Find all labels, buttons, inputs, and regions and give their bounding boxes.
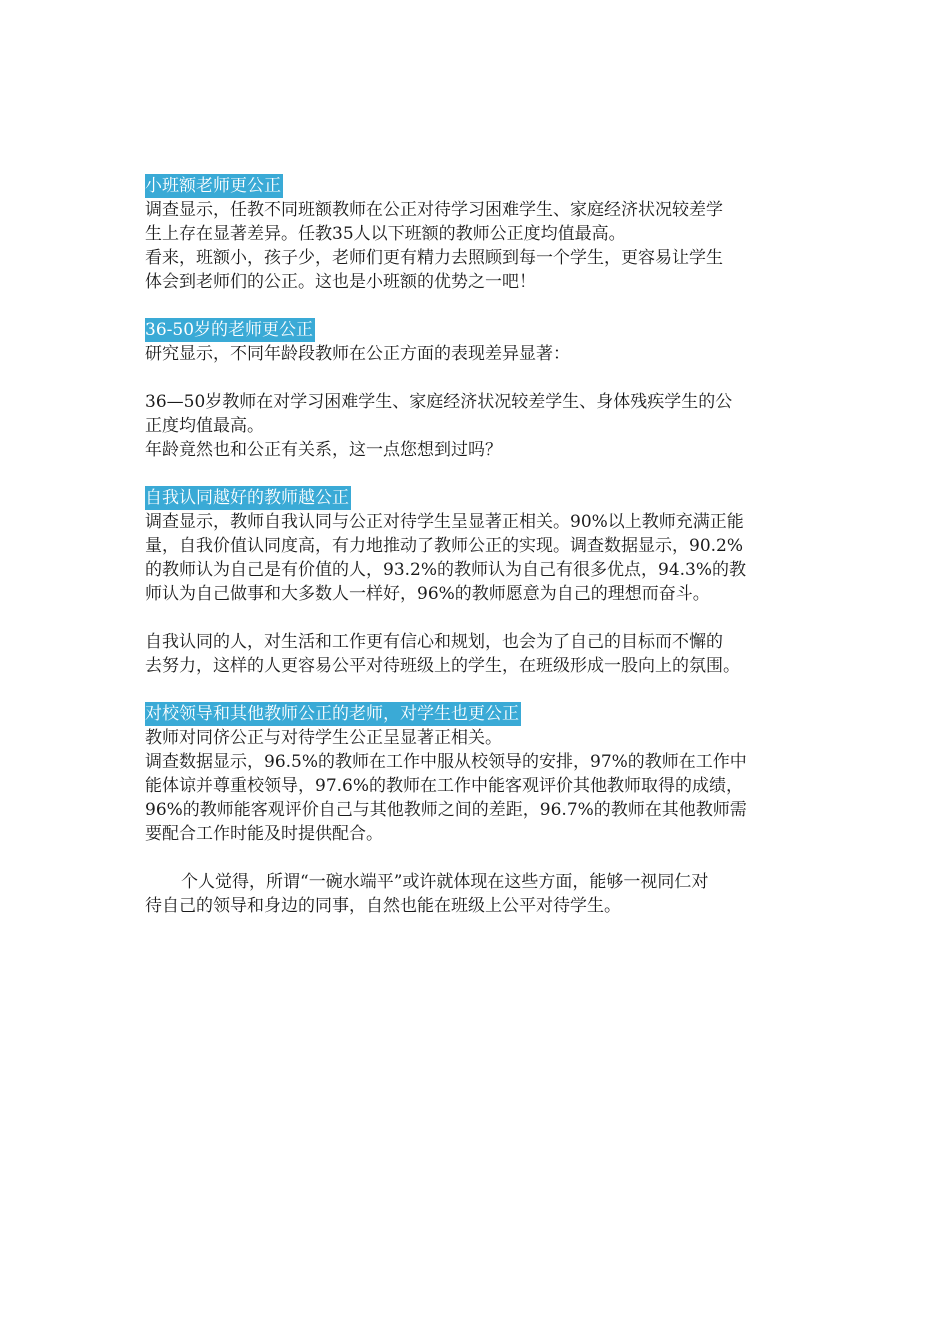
paragraph-line: 年龄竟然也和公正有关系，这一点您想到过吗？: [145, 440, 502, 460]
paragraph-line: 个人觉得，所谓“一碗水端平”或许就体现在这些方面，能够一视同仁对: [181, 872, 709, 892]
paragraph-line: 能体谅并尊重校领导，97.6%的教师在工作中能客观评价其他教师取得的成绩，: [145, 776, 744, 796]
spacer: [145, 846, 810, 870]
paragraph-line: 96%的教师能客观评价自己与其他教师之间的差距，96.7%的教师在其他教师需: [145, 800, 747, 820]
paragraph-line: 要配合工作时能及时提供配合。: [145, 824, 383, 844]
spacer: [145, 678, 810, 702]
paragraph-line: 量，自我价值认同度高，有力地推动了教师公正的实现。调查数据显示，90.2%: [145, 536, 744, 556]
paragraph-line: 调查显示，任教不同班额教师在公正对待学习困难学生、家庭经济状况较差学: [145, 200, 723, 220]
paragraph-line: 师认为自己做事和大多数人一样好，96%的教师愿意为自己的理想而奋斗。: [145, 584, 710, 604]
spacer: [145, 462, 810, 486]
section-heading: 对校领导和其他教师公正的老师，对学生也更公正: [145, 704, 519, 724]
paragraph-line: 教师对同侪公正与对待学生公正呈显著正相关。: [145, 728, 502, 748]
paragraph-line: 调查显示，教师自我认同与公正对待学生呈显著正相关。90%以上教师充满正能: [145, 512, 744, 532]
section-heading: 36-50岁的老师更公正: [145, 320, 314, 340]
paragraph-line: 体会到老师们的公正。这也是小班额的优势之一吧！: [145, 272, 536, 292]
paragraph-line: 正度均值最高。: [145, 416, 264, 436]
section-heading: 小班额老师更公正: [145, 176, 281, 196]
spacer: [145, 294, 810, 318]
paragraph-line: 生上存在显著差异。任教35人以下班额的教师公正度均值最高。: [145, 224, 626, 244]
paragraph-line: 研究显示，不同年龄段教师在公正方面的表现差异显著：: [145, 344, 570, 364]
section-self-identity: [145, 486, 810, 678]
section-age: [145, 318, 810, 462]
paragraph-line: 36—50岁教师在对学习困难学生、家庭经济状况较差学生、身体残疾学生的公: [145, 392, 733, 412]
section-heading: 自我认同越好的教师越公正: [145, 488, 349, 508]
spacer: [145, 366, 810, 390]
section-small-class: [145, 174, 810, 294]
paragraph-line: 看来，班额小，孩子少，老师们更有精力去照顾到每一个学生，更容易让学生: [145, 248, 723, 268]
paragraph-line: 调查数据显示，96.5%的教师在工作中服从校领导的安排，97%的教师在工作中: [145, 752, 747, 772]
paragraph-line: 待自己的领导和身边的同事，自然也能在班级上公平对待学生。: [145, 896, 621, 916]
document-page: [145, 174, 810, 918]
paragraph-line: 自我认同的人，对生活和工作更有信心和规划，也会为了自己的目标而不懈的: [145, 632, 723, 652]
paragraph-line: 的教师认为自己是有价值的人，93.2%的教师认为自己有很多优点，94.3%的教: [145, 560, 747, 580]
paragraph-line: 去努力，这样的人更容易公平对待班级上的学生，在班级形成一股向上的氛围。: [145, 656, 740, 676]
spacer: [145, 606, 810, 630]
section-peer-fairness: [145, 702, 810, 918]
